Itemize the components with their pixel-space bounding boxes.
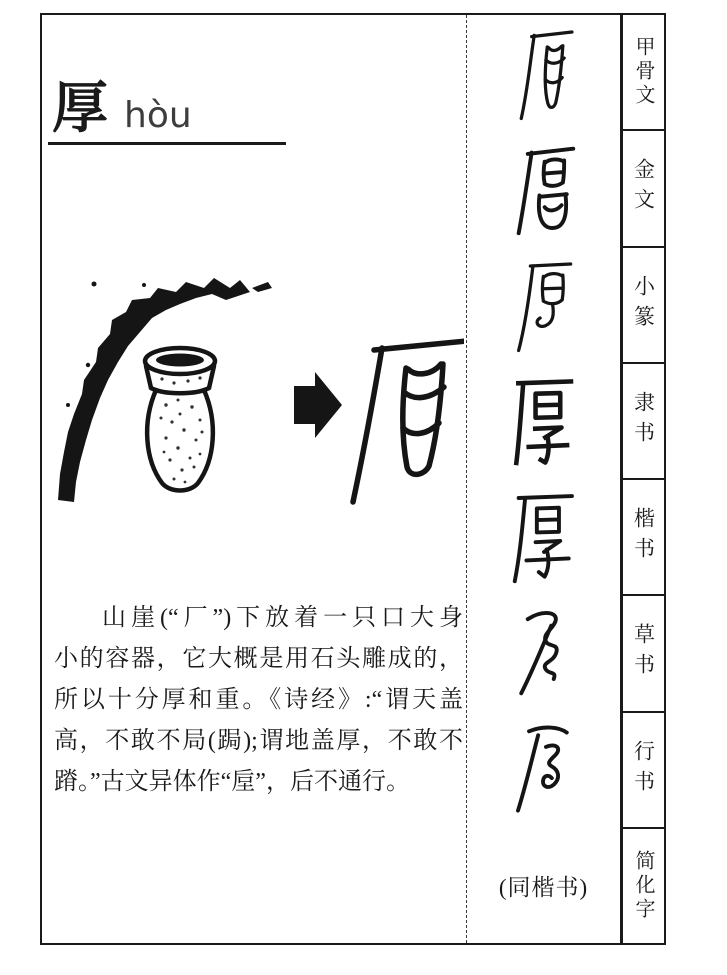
entry-area	[42, 15, 466, 943]
sidebar-label: 简化字	[632, 849, 654, 922]
right-arrow	[294, 372, 342, 438]
title-underline	[48, 142, 286, 145]
script-form-slot	[467, 15, 620, 131]
cursive-glyph	[494, 601, 594, 705]
explanation-line: 蹐。”古文异体作“垕”，后不通行。	[54, 769, 410, 795]
ancient-character-glyph	[353, 341, 464, 502]
sidebar-cell-oracle	[623, 15, 664, 131]
sidebar-cell-cursive	[623, 596, 664, 712]
explanation-line: 小的容器，它大概是用石头雕成的，	[54, 646, 463, 672]
sidebar-cell-clerical	[623, 364, 664, 480]
sidebar-cell-regular	[623, 480, 664, 596]
headword-character: 厚	[52, 78, 108, 140]
sidebar-cell-running	[623, 713, 664, 829]
explanation-paragraph	[54, 598, 463, 803]
script-form-slot	[467, 363, 620, 479]
sidebar-label: 小篆	[631, 274, 656, 335]
running-glyph	[494, 717, 594, 821]
sidebar-label: 甲骨文	[632, 36, 654, 109]
sidebar-label: 草书	[631, 623, 656, 684]
simplified-note: (同楷书)	[498, 874, 589, 900]
small-seal-glyph	[494, 253, 594, 357]
etymology-illustration	[54, 270, 464, 510]
clerical-glyph	[494, 369, 594, 473]
sidebar-label: 金文	[631, 158, 656, 219]
simplified-note-slot	[467, 827, 620, 943]
sidebar-label: 楷书	[631, 507, 656, 568]
bronze-glyph	[494, 137, 594, 241]
page-frame	[40, 13, 666, 945]
script-name-sidebar	[620, 15, 664, 943]
entry-title	[52, 78, 192, 140]
sidebar-cell-small-seal	[623, 248, 664, 364]
script-form-slot	[467, 131, 620, 247]
stone-vessel-drawing	[145, 348, 215, 491]
explanation-line: 所以十分厚和重。《诗经》:“谓天盖	[54, 687, 463, 713]
sidebar-label: 行书	[631, 739, 656, 800]
script-forms-column	[466, 15, 620, 943]
sidebar-cell-simplified	[623, 829, 664, 943]
script-form-slot	[467, 247, 620, 363]
script-form-slot	[467, 479, 620, 595]
regular-glyph	[494, 485, 594, 589]
explanation-line: 高，不敢不局(跼);谓地盖厚，不敢不	[54, 728, 463, 754]
script-form-slot	[467, 711, 620, 827]
explanation-line: 山崖(“厂”)下放着一只口大身	[102, 605, 463, 631]
sidebar-label: 隶书	[631, 390, 656, 451]
sidebar-cell-bronze	[623, 131, 664, 247]
script-form-slot	[467, 595, 620, 711]
oracle-bone-glyph	[494, 21, 594, 125]
headword-pinyin: hòu	[124, 95, 192, 136]
